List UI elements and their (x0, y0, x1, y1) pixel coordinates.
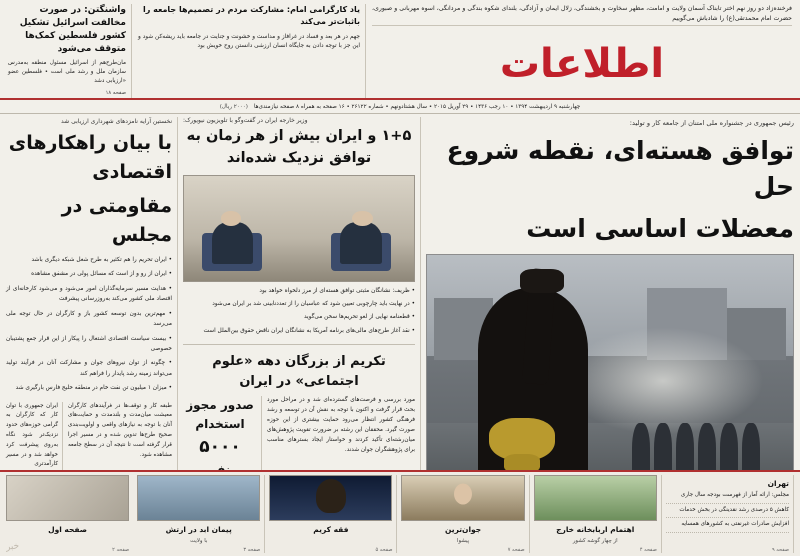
left-bullet-list (6, 255, 172, 398)
bottom-teaser-title: اهتمام اربابخانه خارج (556, 525, 635, 534)
photo-person (212, 222, 253, 264)
mid-secondary-text: مورد بررسی و فرصت‌های گسترده‌ای شد و در مراحل مورد بحث قرار گرفت و اکنون با توجه به نقش آن در توسعه و رشد فرهنگی کشور انتظار می‌رود حمایت بیشتری از این حوزه صورت گیرد. محققان این رشته بر ضرورت تقویت پژوهش‌های میان‌رشته‌ای تأکید کردند و خواستار ایجاد بسترهای مناسب برای پژوهشگران جوان شدند. (267, 396, 415, 453)
left-lower-text-a: طبقه کار و توقف‌ها در فرآیندهای کارگران معیشت میان‌مدت و بلندمدت و حمایت‌های آنان با توجه به نیازهای واقعی و اولویت‌بندی صحیح طرح‌ها تدوین شده و در مسیر اجرا قرار گرفته است تا نتیجه آن در سطح جامعه مشاهده شود. (68, 402, 172, 458)
masthead-left-headline: واشنگتن: در صورت مخالفت اسرائیل تشکیل کشور فلسطین کمک‌ها متوقف می‌شود (19, 5, 126, 55)
left-bullet: • ایران تحریم را هم تکثیر به طرح شغل شبکه دیگری باشد (31, 257, 172, 263)
dateline-text: چهارشنبه ۹ اردیبهشت ۱۳۹۴ • ۱۰ رجب ۱۴۳۶ • ۲۹ آوریل ۲۰۱۵ • سال هشتادونهم • شماره ۲۶۱۲۲ • ۱۶ صفحه به همراه ۸ صفحه نیازمندی‌ها (253, 103, 581, 110)
page-body (0, 114, 800, 519)
bottom-page-ref: صفحه ۹ (772, 547, 789, 553)
bottom-thumbnail[interactable] (6, 475, 129, 521)
masthead-logo-row (372, 26, 792, 98)
bottom-teaser[interactable] (269, 475, 397, 553)
left-headline-line2: مقاومتی در مجلس (61, 195, 172, 246)
bottom-thumbnail[interactable] (401, 475, 524, 521)
watermark: خبر (5, 541, 20, 553)
bottom-news-title: تهران (767, 479, 789, 488)
bottom-teaser-title: پیمان ابد در ارتش (165, 525, 232, 534)
mid-bullet: • قطعنامه نهایی از لغو تحریم‌ها سخن می‌گوید (303, 314, 415, 321)
left-bullet: • ایران از رو و از است که مسائل پولی در مشفق مشاهده (31, 271, 172, 278)
side-teaser-line1: صدور مجوز (186, 397, 254, 412)
masthead (0, 0, 800, 100)
dateline-bar (0, 100, 800, 114)
bottom-teaser-title: فقه کریم (313, 525, 349, 534)
bottom-news-item[interactable]: افزایش صادرات غیرنفتی به کشورهای همسایه (666, 518, 789, 533)
lead-kicker: رئیس جمهوری در جشنواره ملی امتنان از جامعه کار و تولید: (629, 119, 794, 127)
left-bullet: • میزان ۱ میلیون تن نفت خام در منطقه خلیج فارس بارگیری شد (15, 385, 172, 392)
masthead-left-story (8, 4, 132, 98)
bottom-teaser[interactable] (137, 475, 265, 553)
bottom-thumbnail[interactable] (137, 475, 260, 521)
masthead-top-quote: فرخنده‌زاد دو روز نهم اختر تابناک آسمان ولایت و امامت، مظهر سخاوت و بخشندگی، زلال ایمان و آزادگی، بلندای شکوه بندگی و مردانگی، اسوه مهربانی و صبوری، حضرت امام محمدتقی(ع) را شادباش می‌گوییم (372, 4, 792, 26)
photo-person-head (352, 211, 373, 226)
portrait-icon (454, 483, 472, 504)
lead-column (426, 117, 794, 519)
divider (183, 344, 415, 345)
bottom-teaser-sub: از چهار گوشه کشور (572, 538, 618, 545)
mid-bullet-list (183, 286, 415, 339)
bottom-page-ref: صفحه ۳ (243, 547, 261, 553)
bottom-page-ref: صفحه ۵ (375, 547, 393, 553)
photo-smoke (562, 327, 763, 435)
left-bullet: • مهم‌ترین بدون توسعه کشور باز و کارگران در حال توجه ملی می‌رسد (6, 310, 172, 328)
bottom-news-item[interactable]: مجلس: ارائه آمار از فهرست بودجه سال جاری (666, 489, 789, 504)
lead-photo (426, 254, 794, 496)
newspaper-logo: اطلاعات (499, 41, 665, 88)
left-bullet: • چگونه از توان نیروهای جوان و مشارکت آنان در فرآیند تولید می‌تواند زمینه رشد پایدار را فراهم کند (6, 360, 172, 377)
mid-bullet: • در نهایت باید چارچوبی تعیین شود که عباسیان را از تعدد‌نابینی شد بر ایران می‌شود (212, 301, 415, 308)
bottom-thumbnail[interactable] (534, 475, 657, 521)
left-lower-body (6, 402, 172, 470)
mid-headline: ۱+۵ و ایران بیش از هر زمان به توافق نزدیک شده‌اند (186, 128, 412, 166)
bottom-thumbnail[interactable] (269, 475, 392, 521)
bottom-news-item[interactable]: کاهش ۵ درصدی رشد نقدینگی در بخش خدمات (666, 504, 789, 519)
left-headline-line1: با بیان راهکارهای اقتصادی (8, 132, 172, 183)
bottom-teaser-title: صفحه اول (48, 525, 88, 534)
masthead-middle-headline: یاد کارگرامی امام: مشارکت مردم در تصمیم‌ها جامعه را باثبات‌تر می‌کند (142, 5, 360, 26)
photo-fist (520, 269, 564, 293)
masthead-left-text: مان‌طرح‌هم از اسرائیل مسئول منطقه به‌مدرس سازمان ملل و رشد ملی است • فلسطین عضو «ارزیابی دشد (8, 60, 126, 85)
masthead-middle-story (138, 4, 366, 98)
bottom-teaser-sub: با ولایت (190, 538, 208, 545)
middle-column (183, 117, 421, 519)
left-lower-text-b: ایران جمهوری با توان کار که کارگران به گرامی حوزه‌های حدود نزدیک‌تر شود نگاه به‌روی پیشرفت کرد خواهد شد و در مسیر کارآمدتری (6, 402, 63, 470)
bottom-teaser-strip (0, 470, 800, 556)
masthead-middle-text: جهم در هر بعد و فساد در غرافاز و مداست و خشونت و جنایت در جامعه باید ریشه‌کن شود و این جز با توجه دادن به جایگاه انسان ارزشی دانستن روح خویش بود (138, 34, 360, 50)
left-bullet: • هدایت مسیر سرمایه‌گذاران امور می‌شود و می‌شود کارخانه‌ای از اقتصاد ملی کشور می‌کند به‌روزرسانی پیشرفت (6, 285, 172, 303)
mid-secondary-headline: تکریم از بزرگان دهه «علوم اجتماعی» در ایران (212, 353, 386, 389)
bottom-teaser[interactable] (534, 475, 662, 553)
masthead-left-page-ref: صفحه ۱۸ (105, 90, 126, 96)
bottom-teaser-title: جوان‌ترین (445, 525, 482, 534)
dateline-price: (۲۰۰۰ ریال) (219, 103, 248, 110)
bottom-teaser-sub: پیشوا (456, 538, 470, 545)
lead-headline-line2: معضلات اساسی است (526, 214, 794, 244)
masthead-logo-block (372, 4, 792, 98)
side-teaser-number: ۵۰۰۰ (199, 437, 241, 458)
bottom-page-ref: صفحه ۷ (507, 547, 525, 553)
gas-mask-icon (489, 418, 555, 461)
bottom-page-ref: صفحه ۴ (639, 547, 657, 553)
bottom-teaser[interactable] (401, 475, 529, 553)
left-kicker: نخستین آرایه نامزدهای شهرداری ارزیابی شد (61, 118, 172, 125)
mid-bullet: • ظریف: نشانگان مثبتی توافق هسته‌ای از مرز دلخواه خواهد بود (259, 288, 415, 295)
photo-person (340, 222, 381, 264)
mid-bullet: • نقد آغاز طرح‌های مالی‌های برنامه آمریکا به نشانگان ایران ناقض حقوق بین‌الملل است (203, 327, 415, 334)
bottom-page-ref: صفحه ۲ (112, 547, 130, 553)
left-column (6, 117, 178, 519)
left-bullet: • بیست سیاست اقتصادی اشتغال را پیکار از این قرار جمع پشتیبان خصوصی (6, 335, 172, 352)
mid-kicker: وزیر خارجه ایران در گفت‌وگو با تلویزیون نیویورک: (183, 117, 308, 124)
bottom-teaser[interactable] (6, 475, 133, 553)
cleric-portrait-icon (316, 479, 346, 513)
bottom-news-column[interactable] (666, 475, 794, 553)
side-teaser-line2: استخدام (195, 417, 245, 432)
lead-headline-line1: توافق هسته‌ای، نقطه شروع حل (446, 135, 794, 202)
mid-photo (183, 175, 415, 283)
